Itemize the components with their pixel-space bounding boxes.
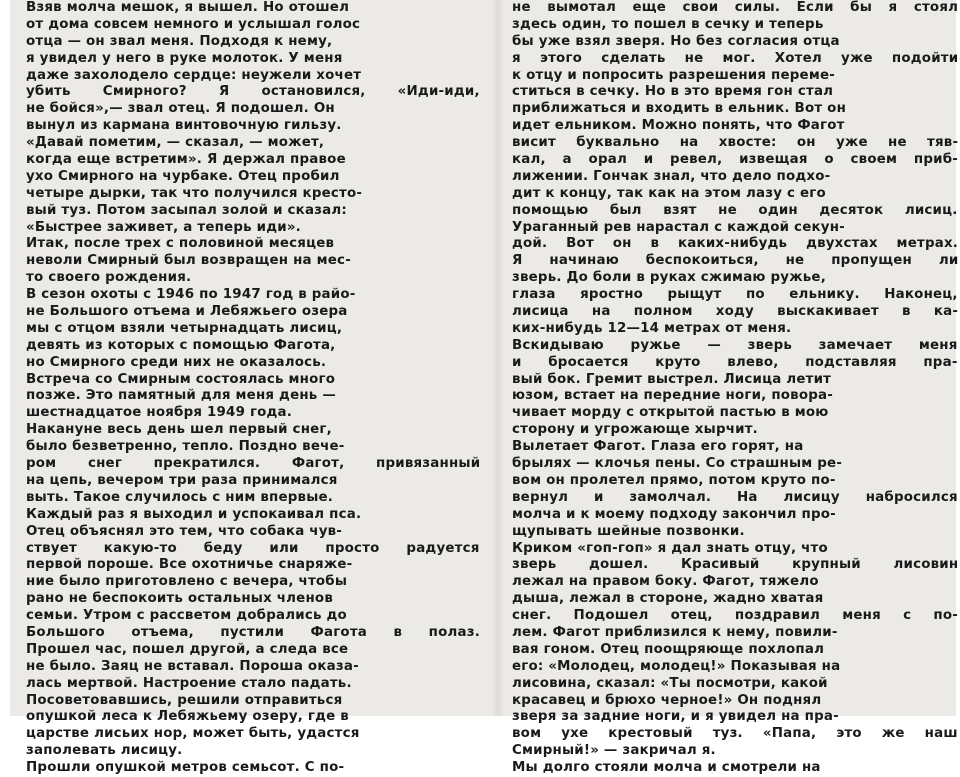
text-line: зверь дошел. Красивый крупный лисовин: [512, 557, 959, 573]
text-line: Накануне весь день шел первый снег,: [26, 422, 332, 438]
text-line: глаза яростно рыщут по ельнику. Наконец,: [512, 287, 958, 303]
text-line: дыша, лежал в стороне, жадно хватая: [512, 591, 824, 607]
text-line: первой пороше. Все охотничье снаряже-: [26, 557, 353, 573]
text-line: лисовина, сказал: «Ты посмотри, какой: [512, 675, 828, 691]
text-line: ститься в сечку. Но в это время гон стал: [512, 84, 834, 100]
text-line: вынул из кармана винтовочную гильзу.: [26, 118, 342, 134]
text-line: ухо Смирного на чурбаке. Отец пробил: [26, 168, 340, 184]
text-line: от дома совсем немного и услышал голос: [26, 16, 361, 32]
text-line: чивает морду с открытой пастью в мою: [512, 405, 829, 421]
text-line: кал, а орал и ревел, извещая о своем приб-: [512, 152, 959, 168]
text-line: снег. Подошел отец, поздравил меня с по-: [512, 608, 959, 624]
text-line: щупывать шейные позвонки.: [512, 523, 745, 539]
text-line: Прошел час, пошел другой, а следа все: [26, 641, 349, 657]
text-line: Смирный!» — закричал я.: [512, 743, 716, 759]
text-line: здесь один, то пошел в сечку и теперь: [512, 16, 824, 32]
text-line: идет ельником. Можно понять, что Фагот: [512, 118, 845, 134]
column-gutter: [492, 0, 504, 716]
text-line: «Давай пометим, — сказал, — может,: [26, 135, 325, 151]
text-line: лисица на полном ходу выскакивает в ка-: [512, 304, 959, 320]
text-line: не Большого отъема и Лебяжьего озера: [26, 304, 348, 320]
text-line: бы уже взял зверя. Но без согласия отца: [512, 33, 840, 49]
text-line: лась мертвой. Настроение стало падать.: [26, 675, 352, 691]
text-line: Я начинаю беспокоиться, не пропущен ли: [512, 253, 959, 269]
text-line: я увидел у него в руке молоток. У меня: [26, 50, 343, 66]
text-line: Вылетает Фагот. Глаза его горят, на: [512, 439, 804, 455]
text-line: мы с отцом взяли четырнадцать лисиц,: [26, 320, 343, 336]
text-line: даже захолодело сердце: неужели хочет: [26, 67, 362, 83]
text-line: выть. Такое случилось с ним впервые.: [26, 489, 334, 505]
text-line: Криком «гоп-гоп» я дал знать отцу, что: [512, 540, 828, 556]
text-line: Ураганный рев нарастал с каждой секун-: [512, 219, 845, 235]
text-line: ствует какую-то беду или просто радуется: [26, 540, 480, 556]
text-line: не бойся»,— звал отец. Я подошел. Он: [26, 101, 335, 117]
text-line: лижении. Гончак знал, что дело подхо-: [512, 168, 831, 184]
text-line: Отец объяснял это тем, что собака чув-: [26, 523, 343, 539]
text-line: Встреча со Смирным состоялась много: [26, 371, 336, 387]
text-line: Посоветовавшись, решили отправиться: [26, 692, 343, 708]
text-line: к отцу и попросить разрешения переме-: [512, 67, 836, 83]
text-line: ром снег прекратился. Фагот, привязанный: [26, 456, 481, 472]
text-line: заполевать лисицу.: [26, 743, 183, 759]
text-line: семьи. Утром с рассветом добрались до: [26, 608, 347, 624]
text-line: лем. Фагот приблизился к нему, повили-: [512, 624, 838, 640]
text-line: сторону и угрожающе хырчит.: [512, 422, 758, 438]
text-line: ких-нибудь 12—14 метрах от меня.: [512, 320, 792, 336]
text-line: лежал на правом боку. Фагот, тяжело: [512, 574, 819, 590]
text-line: зверя за задние ноги, и я увидел на пра-: [512, 709, 839, 725]
text-line: зверь. До боли в руках сжимаю ружье,: [512, 270, 826, 286]
text-line: рано не беспокоить остальных членов: [26, 591, 333, 607]
text-line: брылях — клочья пены. Со страшным ре-: [512, 456, 843, 472]
text-line: В сезон охоты с 1946 по 1947 год в райо-: [26, 287, 356, 303]
text-line: его: «Молодец, молодец!» Показывая на: [512, 658, 841, 674]
text-line: Прошли опушкой метров семьсот. С по-: [26, 760, 345, 776]
text-line: молча и к моему подходу закончил про-: [512, 506, 836, 522]
text-line: неволи Смирный был возвращен на мес-: [26, 253, 351, 269]
text-line: Мы долго стояли молча и смотрели на: [512, 760, 821, 776]
text-line: и бросается круто влево, подставляя пра-: [512, 354, 958, 370]
text-line: юзом, встает на передние ноги, повора-: [512, 388, 834, 404]
right-text-column: [512, 0, 959, 776]
text-line: Каждый раз я выходил и успокаивал пса.: [26, 506, 362, 522]
text-line: «Быстрее заживет, а теперь иди».: [26, 219, 301, 235]
left-text-column: [26, 0, 481, 776]
text-line: шестнадцатое ноября 1949 года.: [26, 405, 293, 421]
text-line: дой. Вот он в каких-нибудь двухстах метрах.: [512, 236, 959, 252]
text-line: висит буквально на хвосте: он уже не тяв-: [512, 135, 959, 151]
text-line: вернул и замолчал. На лисицу набросился: [512, 489, 958, 505]
text-line: Итак, после трех с половиной месяцев: [26, 236, 335, 252]
text-line: было безветренно, тепло. Поздно вече-: [26, 439, 345, 455]
text-line: вом ухе крестовый туз. «Папа, это же наш: [512, 726, 958, 742]
text-line: отца — он звал меня. Подходя к нему,: [26, 33, 333, 49]
text-line: вом он пролетел прямо, потом круто по-: [512, 472, 836, 488]
text-line: вый бок. Гремит выстрел. Лисица летит: [512, 371, 832, 387]
text-line: позже. Это памятный для меня день —: [26, 388, 336, 404]
text-line: Взяв молча мешок, я вышел. Но отошел: [26, 0, 350, 15]
text-line: четыре дырки, так что получился крестo-: [26, 185, 363, 201]
text-line: убить Смирного? Я остановился, «Иди-иди,: [26, 84, 480, 100]
text-line: девять из которых с помощью Фагота,: [26, 337, 336, 353]
scanned-article: [10, 0, 959, 776]
text-line: то своего рождения.: [26, 270, 192, 286]
text-line: ние было приготовлено с вечера, чтобы: [26, 574, 348, 590]
text-line: но Смирного среди них не оказалось.: [26, 354, 327, 370]
text-line: не было. Заяц не вставал. Пороша оказа-: [26, 658, 359, 674]
text-line: царстве лисьих нор, может быть, удастся: [26, 726, 360, 742]
text-line: вая гоном. Отец поощряюще похлопал: [512, 641, 825, 657]
text-line: дит к концу, так как на этом лазу с его: [512, 185, 826, 201]
text-line: я этого сделать не мог. Хотел уже подойти: [512, 50, 959, 66]
text-line: не вымотал еще свои силы. Если бы я стоял: [512, 0, 959, 15]
text-line: на цепь, вечером три раза принимался: [26, 472, 338, 488]
text-line: приближаться и входить в ельник. Вот он: [512, 101, 847, 117]
text-line: вый туз. Потом засыпал золой и сказал:: [26, 202, 347, 218]
text-line: красавец и брюхо черное!» Он поднял: [512, 692, 822, 708]
text-line: опушкой леса к Лебяжьему озеру, где в: [26, 709, 349, 725]
text-line: Большого отъема, пустили Фагота в полаз.: [26, 624, 480, 640]
text-line: Вскидываю ружье — зверь замечает меня: [512, 337, 958, 353]
text-line: когда еще встретим». Я держал правое: [26, 152, 346, 168]
text-line: помощью был взят не один десяток лисиц.: [512, 202, 958, 218]
